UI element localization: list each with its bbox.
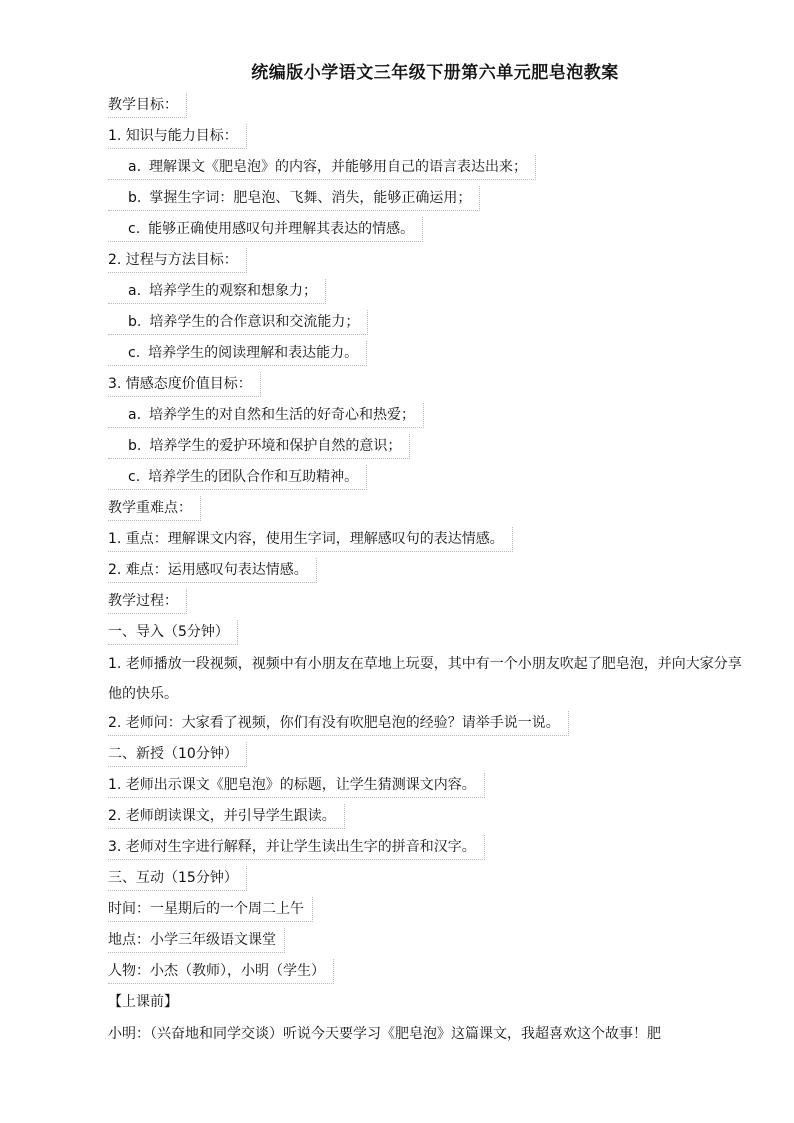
line-text: 二、新授（10分钟） — [108, 742, 247, 767]
text-line — [108, 494, 754, 525]
text-line — [108, 525, 754, 556]
line-text: 教学目标： — [108, 93, 187, 118]
line-text: 一、导入（5分钟） — [108, 620, 238, 645]
line-text: 2. 老师朗读课文，并引导学生跟读。 — [108, 804, 345, 829]
line-text: 3. 老师对生字进行解释，并让学生读出生字的拼音和汉字。 — [108, 835, 485, 860]
list-sub-item — [108, 463, 754, 494]
text-line — [108, 740, 754, 771]
item-text: 培养学生的合作意识和交流能力； — [149, 314, 360, 330]
text-line — [108, 1019, 754, 1049]
line-text: 【上课前】 — [108, 994, 178, 1010]
item-label: c. — [128, 469, 141, 485]
text-line — [108, 957, 754, 988]
line-text: 2. 老师问：大家看了视频，你们有没有吹肥皂泡的经验？请举手说一说。 — [108, 711, 569, 736]
item-text: 掌握生字词：肥皂泡、飞舞、消失，能够正确运用； — [149, 190, 472, 206]
text-line — [108, 833, 754, 864]
text-line — [108, 926, 754, 957]
line-text: 1. 老师出示课文《肥皂泡》的标题，让学生猜测课文内容。 — [108, 773, 485, 798]
line-text: 教学过程： — [108, 589, 187, 614]
text-line — [108, 618, 754, 649]
text-line — [108, 895, 754, 926]
text-line — [108, 988, 754, 1019]
line-text: 教学重难点： — [108, 496, 201, 521]
text-line — [108, 556, 754, 587]
item-label: a. — [128, 159, 142, 175]
item-text: 培养学生的对自然和生活的好奇心和热爱； — [149, 407, 416, 423]
text-line — [108, 649, 754, 709]
item-label: b. — [128, 314, 142, 330]
item-label: c. — [128, 345, 141, 361]
text-line — [108, 587, 754, 618]
item-label: c. — [128, 221, 141, 237]
text-line — [108, 246, 754, 277]
list-sub-item — [108, 215, 754, 246]
list-sub-item — [108, 308, 754, 339]
list-sub-item — [108, 277, 754, 308]
item-label: b. — [128, 438, 142, 454]
line-text: 人物：小杰（教师），小明（学生） — [108, 959, 334, 984]
text-line — [108, 709, 754, 740]
item-label: a. — [128, 407, 142, 423]
line-text: 2. 过程与方法目标： — [108, 248, 247, 273]
item-text: 能够正确使用感叹句并理解其表达的情感。 — [148, 221, 415, 237]
line-text: 1. 老师播放一段视频，视频中有小朋友在草地上玩耍，其中有一个小朋友吹起了肥皂泡，并向大家分享他的快乐。 — [108, 656, 742, 702]
text-line — [108, 802, 754, 833]
line-text: 时间：一星期后的一个周二上午 — [108, 897, 313, 922]
text-line — [108, 91, 754, 122]
item-label: a. — [128, 283, 142, 299]
list-sub-item — [108, 401, 754, 432]
text-line — [108, 771, 754, 802]
text-line — [108, 864, 754, 895]
document-title: 统编版小学语文三年级下册第六单元肥皂泡教案 — [251, 63, 619, 83]
document-body — [108, 91, 754, 1049]
item-label: b. — [128, 190, 142, 206]
line-text: 1. 重点：理解课文内容，使用生字词，理解感叹句的表达情感。 — [108, 527, 513, 552]
item-text: 培养学生的阅读理解和表达能力。 — [148, 345, 359, 361]
list-sub-item — [108, 184, 754, 215]
line-text: 2. 难点：运用感叹句表达情感。 — [108, 558, 317, 583]
line-text: 1. 知识与能力目标： — [108, 124, 247, 149]
item-text: 培养学生的爱护环境和保护自然的意识； — [149, 438, 402, 454]
line-text: 三、互动（15分钟） — [108, 866, 247, 891]
line-text: 3. 情感态度价值目标： — [108, 372, 261, 397]
text-line — [108, 370, 754, 401]
list-sub-item — [108, 153, 754, 184]
list-sub-item — [108, 339, 754, 370]
list-sub-item — [108, 432, 754, 463]
item-text: 培养学生的观察和想象力； — [149, 283, 318, 299]
item-text: 理解课文《肥皂泡》的内容，并能够用自己的语言表达出来； — [149, 159, 528, 175]
text-line — [108, 122, 754, 153]
line-text: 地点：小学三年级语文课堂 — [108, 928, 285, 953]
item-text: 培养学生的团队合作和互助精神。 — [148, 469, 359, 485]
line-text: 小明：（兴奋地和同学交谈）听说今天要学习《肥皂泡》这篇课文，我超喜欢这个故事！肥 — [108, 1026, 661, 1042]
